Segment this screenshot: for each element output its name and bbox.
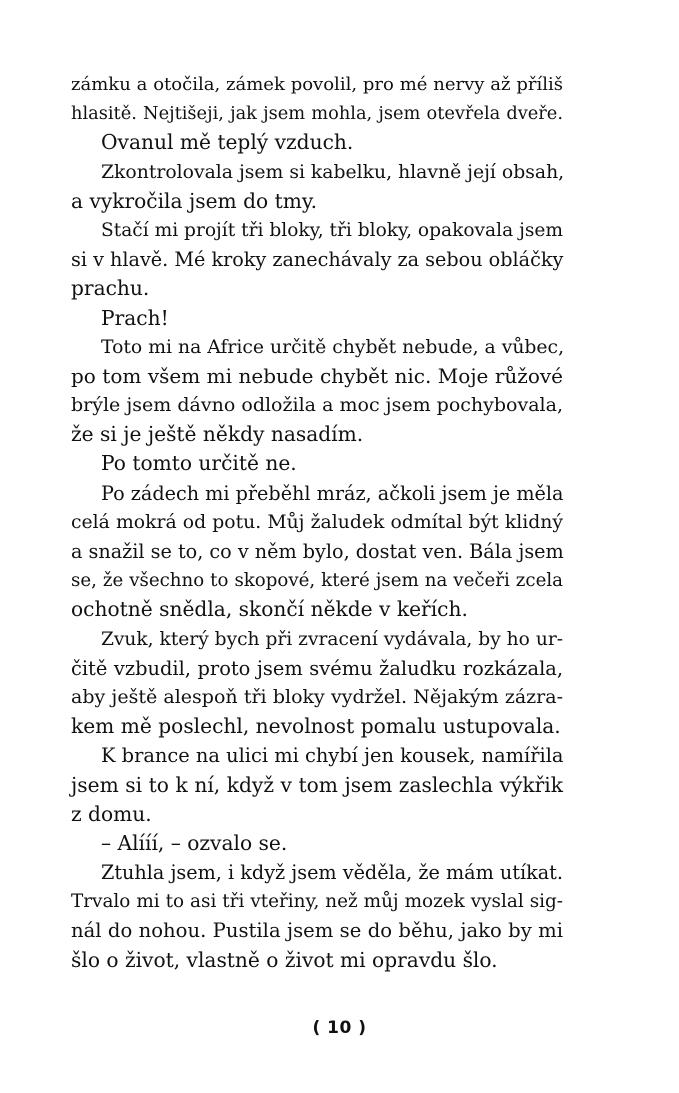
text-line: celá mokrá od potu. Můj žaludek odmítal být klidný <box>71 511 563 533</box>
text-line: brýle jsem dávno odložila a moc jsem pochybovala, <box>71 394 563 417</box>
text-line: nál do nohou. Pustila jsem se do běhu, jako by mi <box>71 919 563 943</box>
text-line: Po zádech mi přeběhl mráz, ačkoli jsem je měla <box>101 481 564 505</box>
text-line: K brance na ulici mi chybí jen kousek, namířila <box>101 744 564 768</box>
text-line: Stačí mi projít tři bloky, tři bloky, opakovala jsem <box>101 219 564 241</box>
text-line: prachu. <box>71 276 150 301</box>
text-line: Po tomto určitě ne. <box>101 451 297 476</box>
text-line: kem mě poslechl, nevolnost pomalu ustupovala. <box>71 714 561 739</box>
text-line: čitě vzbudil, proto jsem svému žaludku rozkázala, <box>71 656 563 680</box>
text-line: a vykročila jsem do tmy. <box>71 188 317 213</box>
text-line: Ovanul mě teplý vzduch. <box>101 130 354 155</box>
text-line: a snažil se to, co v něm bylo, dostat ven. Bála jsem <box>71 540 564 563</box>
text-line: – Alííí, – ozvalo se. <box>101 830 288 855</box>
text-line: Toto mi na Africe určitě chybět nebude, a vůbec, <box>101 336 565 358</box>
text-line: Zvuk, který bych při zvracení vydávala, by ho ur- <box>101 628 563 650</box>
text-line: šlo o život, vlastně o život mi opravdu šlo. <box>71 947 498 972</box>
text-line: Prach! <box>101 305 169 330</box>
text-line: z domu. <box>71 801 152 826</box>
text-line: Trvalo mi to asi tři vteřiny, než můj mozek vyslal sig- <box>71 891 563 913</box>
text-line: aby ještě alespoň tři bloky vydržel. Nějakým zázra- <box>71 685 563 708</box>
text-line: se, že všechno to skopové, které jsem na večeři zcela <box>71 570 563 592</box>
text-line: jsem si to k ní, když v tom jsem zaslechla výkřik <box>71 772 563 797</box>
text-line: Ztuhla jsem, i když jsem věděla, že mám utíkat. <box>101 861 563 885</box>
page-number: ( 10 ) <box>312 1018 367 1038</box>
text-line: Zkontrolovala jsem si kabelku, hlavně její obsah, <box>101 161 565 183</box>
text-line: po tom všem mi nebude chybět nic. Moje růžové <box>71 363 563 388</box>
text-line: zámku a otočila, zámek povolil, pro mé nervy až příliš <box>71 74 563 95</box>
text-line: si v hlavě. Mé kroky zanechávaly za sebou obláčky <box>71 248 564 272</box>
text-line: ochotně snědla, skončí někde v keřích. <box>71 597 468 622</box>
text-line: že si je ještě někdy nasadím. <box>71 422 364 447</box>
text-line: hlasitě. Nejtišeji, jak jsem mohla, jsem otevřela dveře. <box>71 103 563 125</box>
page-body <box>71 70 563 975</box>
